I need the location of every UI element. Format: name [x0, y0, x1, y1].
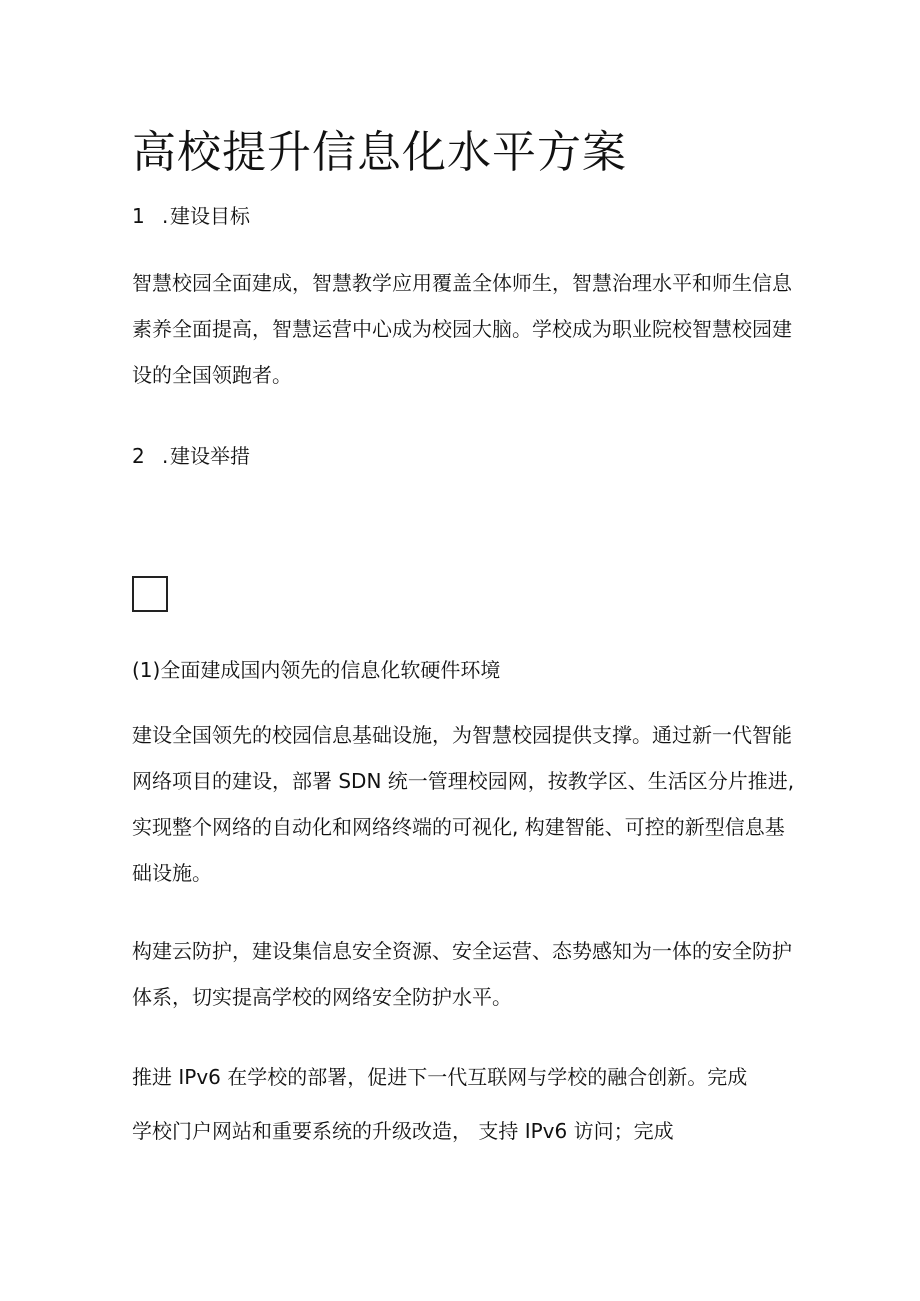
section-heading-goals [132, 202, 250, 230]
security-paragraph [132, 928, 796, 1020]
section-dot: . [162, 444, 169, 468]
section-heading-measures [132, 442, 250, 470]
checkbox-placeholder[interactable] [132, 576, 168, 612]
paragraph-line: 建设全国领先的校园信息基础设施，为智慧校园提供支撑。通过新一代智能 [132, 723, 792, 747]
document-title: 高校提升信息化水平方案 [132, 127, 627, 178]
paragraph-line: 实现整个网络的自动化和网络终端的可视化, 构建智能、可控的新型信息基 [132, 815, 785, 839]
paragraph-line: 体系，切实提高学校的网络安全防护水平。 [132, 985, 512, 1009]
ipv6-paragraph-continued [132, 1108, 796, 1154]
section-number: 2 [132, 444, 145, 468]
paragraph-line: 础设施。 [132, 861, 212, 885]
infrastructure-paragraph [132, 712, 796, 896]
goal-paragraph [132, 260, 796, 398]
subheading-infrastructure: (1)全面建成国内领先的信息化软硬件环境 [132, 658, 501, 682]
paragraph-line: 素养全面提高，智慧运营中心成为校园大脑。学校成为职业院校智慧校园建 [132, 317, 792, 341]
paragraph-line: 智慧校园全面建成，智慧教学应用覆盖全体师生，智慧治理水平和师生信息 [132, 271, 792, 295]
paragraph-line: 网络项目的建设，部署 SDN 统一管理校园网，按教学区、生活区分片推进, [132, 769, 795, 793]
ipv6-paragraph [132, 1054, 796, 1100]
paragraph-line: 学校门户网站和重要系统的升级改造， 支持 IPv6 访问；完成 [132, 1119, 674, 1143]
section-title: 建设目标 [170, 204, 250, 228]
section-dot: . [162, 204, 169, 228]
paragraph-line: 设的全国领跑者。 [132, 363, 292, 387]
section-number: 1 [132, 204, 145, 228]
paragraph-line: 构建云防护，建设集信息安全资源、安全运营、态势感知为一体的安全防护 [132, 939, 792, 963]
paragraph-line: 推进 IPv6 在学校的部署，促进下一代互联网与学校的融合创新。完成 [132, 1065, 748, 1089]
section-title: 建设举措 [170, 444, 250, 468]
